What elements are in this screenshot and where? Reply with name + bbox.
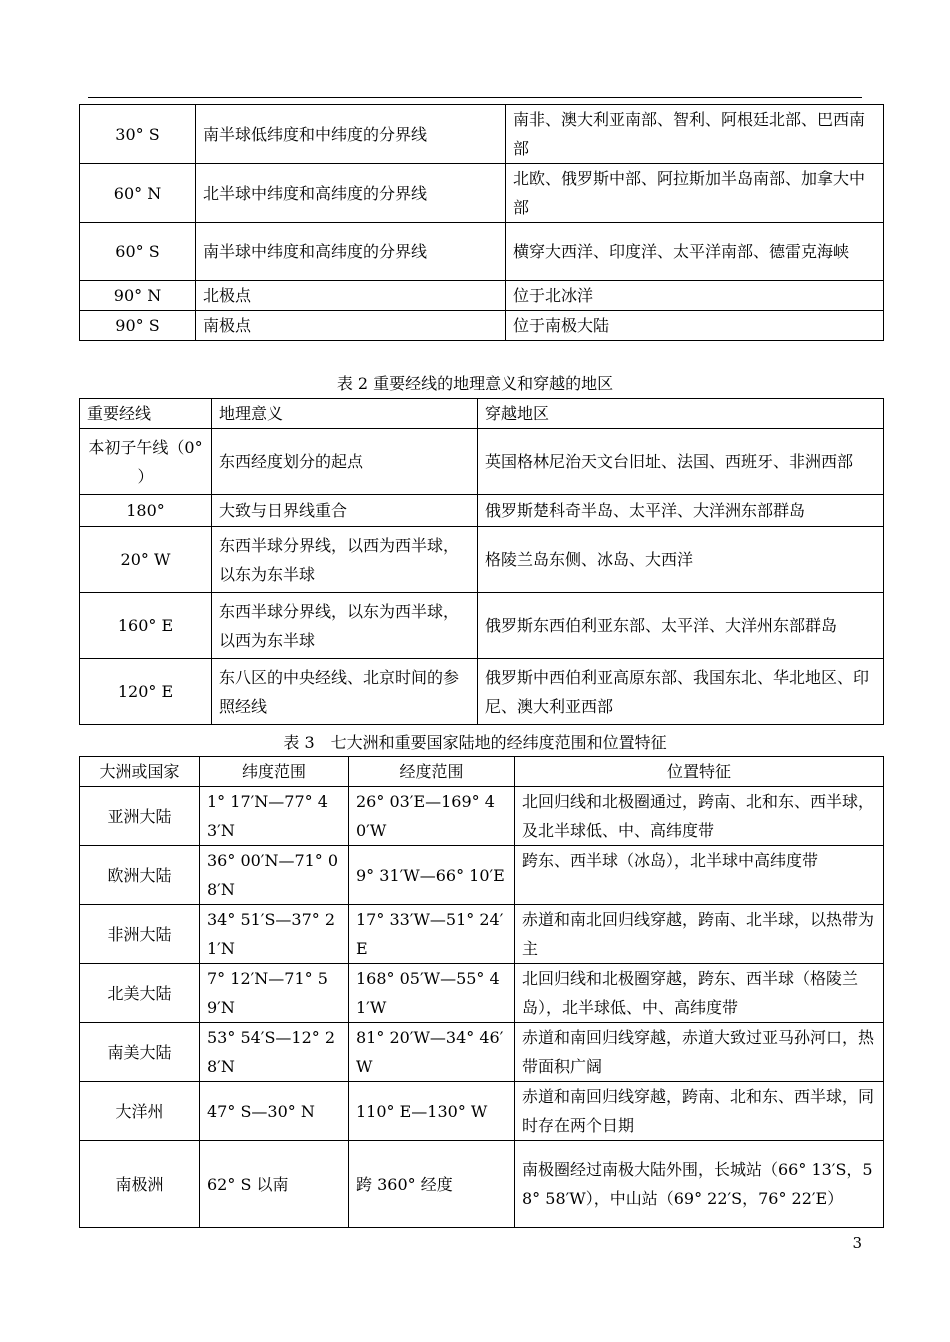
table-row <box>80 164 884 223</box>
regions-cell: 北欧、俄罗斯中部、阿拉斯加半岛南部、加拿大中部 <box>506 164 884 223</box>
meaning-cell: 东西半球分界线，以东为西半球，以西为东半球 <box>212 593 478 659</box>
table-row <box>80 905 884 964</box>
header-cell: 位置特征 <box>515 757 884 787</box>
lon-range-cell: 26° 03′E—169° 40′W <box>349 787 515 846</box>
lon-range-cell: 跨 360° 经度 <box>349 1141 515 1228</box>
feature-cell: 北回归线和北极圈通过，跨南、北和东、西半球，及北半球低、中、高纬度带 <box>515 787 884 846</box>
table-row <box>80 429 884 495</box>
meaning-cell: 东西半球分界线，以西为西半球，以东为东半球 <box>212 527 478 593</box>
lon-range-cell: 168° 05′W—55° 41′W <box>349 964 515 1023</box>
table-row <box>80 1023 884 1082</box>
meaning-cell: 东八区的中央经线、北京时间的参照经线 <box>212 659 478 725</box>
table-row <box>80 1082 884 1141</box>
lat-range-cell: 47° S—30° N <box>200 1082 349 1141</box>
lat-range-cell: 53° 54′S—12° 28′N <box>200 1023 349 1082</box>
table-header-row <box>80 757 884 787</box>
name-cell: 北美大陆 <box>80 964 200 1023</box>
feature-cell: 北回归线和北极圈穿越，跨东、西半球（格陵兰岛），北半球低、中、高纬度带 <box>515 964 884 1023</box>
lon-cell: 120° E <box>80 659 212 725</box>
name-cell: 欧洲大陆 <box>80 846 200 905</box>
table-row <box>80 964 884 1023</box>
lon-range-cell: 9° 31′W—66° 10′E <box>349 846 515 905</box>
lat-range-cell: 7° 12′N—71° 59′N <box>200 964 349 1023</box>
name-cell: 大洋州 <box>80 1082 200 1141</box>
table-row <box>80 223 884 281</box>
meaning-cell: 大致与日界线重合 <box>212 495 478 527</box>
regions-cell: 南非、澳大利亚南部、智利、阿根廷北部、巴西南部 <box>506 105 884 164</box>
lat-cell: 30° S <box>80 105 196 164</box>
lon-range-cell: 110° E—130° W <box>349 1082 515 1141</box>
feature-cell: 南极圈经过南极大陆外围，长城站（66° 13′S，58° 58′W），中山站（69° 22′S，76° 22′E） <box>515 1141 884 1228</box>
meaning-cell: 东西经度划分的起点 <box>212 429 478 495</box>
meaning-cell: 南极点 <box>196 311 506 341</box>
lat-cell: 60° N <box>80 164 196 223</box>
table-row <box>80 1141 884 1228</box>
meaning-cell: 南半球中纬度和高纬度的分界线 <box>196 223 506 281</box>
regions-cell: 俄罗斯楚科奇半岛、太平洋、大洋洲东部群岛 <box>478 495 884 527</box>
table-row <box>80 311 884 341</box>
table-row <box>80 659 884 725</box>
longitude-table <box>79 398 884 725</box>
lat-cell: 90° S <box>80 311 196 341</box>
lon-cell: 180° <box>80 495 212 527</box>
lon-cell: 20° W <box>80 527 212 593</box>
regions-cell: 位于北冰洋 <box>506 281 884 311</box>
header-cell: 穿越地区 <box>478 399 884 429</box>
name-cell: 南美大陆 <box>80 1023 200 1082</box>
name-cell: 亚洲大陆 <box>80 787 200 846</box>
page-number: 3 <box>852 1234 862 1252</box>
lat-range-cell: 36° 00′N—71° 08′N <box>200 846 349 905</box>
header-cell: 大洲或国家 <box>80 757 200 787</box>
header-cell: 纬度范围 <box>200 757 349 787</box>
feature-cell: 跨东、西半球（冰岛），北半球中高纬度带 <box>515 846 884 905</box>
table-row <box>80 593 884 659</box>
feature-cell: 赤道和南回归线穿越，跨南、北和东、西半球，同时存在两个日期 <box>515 1082 884 1141</box>
regions-cell: 俄罗斯中西伯利亚高原东部、我国东北、华北地区、印尼、澳大利亚西部 <box>478 659 884 725</box>
regions-cell: 俄罗斯东西伯利亚东部、太平洋、大洋州东部群岛 <box>478 593 884 659</box>
table-row <box>80 846 884 905</box>
table-row <box>80 495 884 527</box>
lon-cell: 本初子午线（0° ） <box>80 429 212 495</box>
table-row <box>80 787 884 846</box>
table3-caption: 表 3 七大洲和重要国家陆地的经纬度范围和位置特征 <box>283 733 667 752</box>
lat-range-cell: 1° 17′N—77° 43′N <box>200 787 349 846</box>
lat-range-cell: 34° 51′S—37° 21′N <box>200 905 349 964</box>
table-header-row <box>80 399 884 429</box>
header-cell: 经度范围 <box>349 757 515 787</box>
name-cell: 南极洲 <box>80 1141 200 1228</box>
lat-range-cell: 62° S 以南 <box>200 1141 349 1228</box>
regions-cell: 位于南极大陆 <box>506 311 884 341</box>
header-cell: 地理意义 <box>212 399 478 429</box>
regions-cell: 英国格林尼治天文台旧址、法国、西班牙、非洲西部 <box>478 429 884 495</box>
lon-cell: 160° E <box>80 593 212 659</box>
continents-table <box>79 756 884 1228</box>
meaning-cell: 北极点 <box>196 281 506 311</box>
regions-cell: 横穿大西洋、印度洋、太平洋南部、德雷克海峡 <box>506 223 884 281</box>
regions-cell: 格陵兰岛东侧、冰岛、大西洋 <box>478 527 884 593</box>
lat-cell: 60° S <box>80 223 196 281</box>
meaning-cell: 南半球低纬度和中纬度的分界线 <box>196 105 506 164</box>
table-row <box>80 527 884 593</box>
header-rule <box>88 97 862 98</box>
lon-range-cell: 81° 20′W—34° 46′W <box>349 1023 515 1082</box>
name-cell: 非洲大陆 <box>80 905 200 964</box>
header-cell: 重要经线 <box>80 399 212 429</box>
table-row <box>80 105 884 164</box>
latitude-table <box>79 104 884 341</box>
table-row <box>80 281 884 311</box>
meaning-cell: 北半球中纬度和高纬度的分界线 <box>196 164 506 223</box>
feature-cell: 赤道和南北回归线穿越，跨南、北半球，以热带为主 <box>515 905 884 964</box>
lat-cell: 90° N <box>80 281 196 311</box>
table2-caption: 表 2 重要经线的地理意义和穿越的地区 <box>336 374 614 393</box>
feature-cell: 赤道和南回归线穿越，赤道大致过亚马孙河口，热带面积广阔 <box>515 1023 884 1082</box>
lon-range-cell: 17° 33′W—51° 24′E <box>349 905 515 964</box>
